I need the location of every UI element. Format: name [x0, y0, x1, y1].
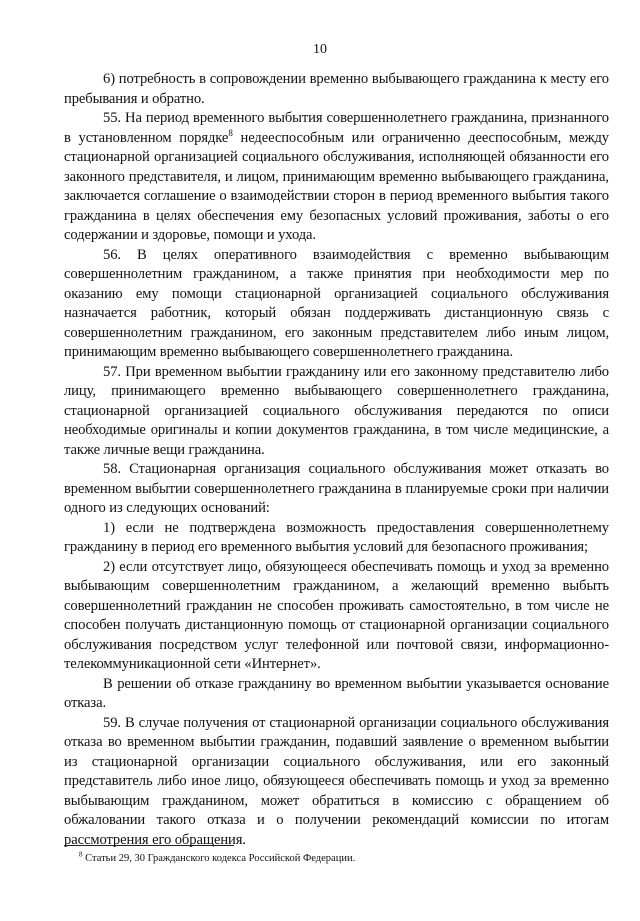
paragraph-55: [64, 109, 609, 246]
footnote-marker: 8: [79, 850, 83, 859]
paragraph-58: 58. Стационарная организация социального обслуживания может отказать во временном выбытии совершеннолетнего гражданина в планируемые сроки при наличии одного из следующих оснований:: [64, 461, 609, 516]
footnote-reference-8: 8: [228, 127, 233, 138]
paragraph-56: 56. В целях оперативного взаимодействия с временно выбывающим совершеннолетним гражданином, а также принятия при необходимости мер по оказанию ему помощи стационарной организацией социального обслуживания назначается работник, который обязан поддерживать дистанционную связь с совершеннолетним гражданином, его законным представителем либо иным лицом, принимающим временно выбывающего совершеннолетнего гражданина.: [64, 246, 609, 360]
footnote-divider: [64, 845, 234, 846]
footnote-text: Статьи 29, 30 Гражданского кодекса Российской Федерации.: [82, 853, 356, 864]
footnote: [79, 852, 355, 865]
paragraph-58-item-1: 1) если не подтверждена возможность предоставления совершеннолетнему гражданину в период его временного выбытия условий для безопасного проживания;: [64, 519, 609, 555]
paragraph-55-text-end: недееспособным или ограниченно дееспособным, между стационарной организацией социального обслуживания, исполняющей обязанности его законного представителя, и лицом, принимающим временно выбывающего гражданина, заключается соглашение о взаимодействии сторон в период временного выбытия такого гражданина в целях обеспечения ему безопасных условий проживания, заботы о его содержании и здоровье, помощи и ухода.: [64, 129, 609, 243]
paragraph-55-text-start: 55. На период временного выбытия совершеннолетнего гражданина, признанного в установленном порядке: [64, 110, 609, 146]
paragraph-58-refusal-decision: В решении об отказе гражданину во временном выбытии указывается основание отказа.: [64, 675, 609, 711]
page-number: 10: [313, 42, 327, 57]
paragraph-6: 6) потребность в сопровождении временно выбывающего гражданина к месту его пребывания и обратно.: [64, 71, 609, 107]
paragraph-58-item-2: 2) если отсутствует лицо, обязующееся обеспечивать помощь и уход за временно выбывающим совершеннолетним гражданином, а желающий временно выбыть совершеннолетний гражданин не способен проживать самостоятельно, в том числе не способен получать дистанционную помощь от стационарной организации социального обслуживания посредством услуг телефонной или почтовой связи, информационно-телекоммуникационной сети «Интернет».: [64, 558, 609, 672]
paragraph-59: 59. В случае получения от стационарной организации социального обслуживания отказа во временном выбытии гражданин, подавший заявление о временном выбытии из стационарной организации социального обслуживания, или его законный представитель либо иное лицо, обязующееся обеспечивать помощь и уход за временно выбывающим гражданином, может обратиться в комиссию с обращением об обжаловании такого отказа и о получении рекомендаций комиссии по итогам рассмотрения его обращения.: [64, 714, 609, 848]
document-body: [64, 70, 609, 850]
paragraph-57: 57. При временном выбытии гражданину или его законному представителю либо лицу, принимающего временно выбывающего совершеннолетнего гражданина, стационарной организацией социального обслуживания передаются по описи необходимые оригиналы и копии документов гражданина, в том числе медицинские, а также личные вещи гражданина.: [64, 363, 609, 458]
